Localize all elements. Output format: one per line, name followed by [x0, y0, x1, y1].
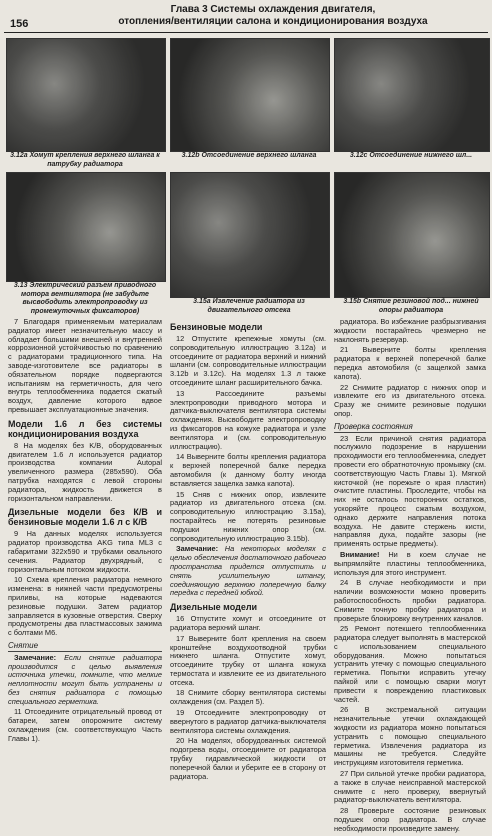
- paragraph-16: 16 Отпустите хомут и отсоедините от радиатора верхний шланг.: [170, 614, 326, 632]
- paragraph-14: 14 Выверните болты крепления радиатора к верхней поперечной балке передка автомобиля (к данному болту иногда вставляется защелка замка капота).: [170, 452, 326, 488]
- note-1-text: Если снятие радиатора производится с целью выявления источника утечки, помните, что мелкие неплотности могут быть устранены и без снятия радиатора с помощью специального герметика.: [8, 652, 162, 706]
- paragraph-27: 27 При сильной утечке пробки радиатора, а также в случае неисправной мастерской снимите с него проверку, ввернутый радиатор-выключатель вентилятора.: [334, 769, 486, 805]
- paragraph-17: 17 Выверните болт крепления на своем кронштейне воздухоотводной трубки нижнего шланга. Отпустите хомут, отсоедините трубку от шланга кожуха термостата и извлеките ее из двигательного отсека.: [170, 633, 326, 687]
- paragraph-24: 24 В случае необходимости и при наличии возможности можно проверить работоспособность пробки радиатора. Снимите точную пробку радиатора и проверьте блокировку внутренних каналов.: [334, 578, 486, 623]
- paragraph-18: 18 Снимите сборку вентилятора системы охлаждения (см. Раздел 5).: [170, 688, 326, 707]
- paragraph-15: 15 Сняв с нижних опор, извлеките радиатор из двигательного отсека (см. сопроводительную иллюстрацию 3.15a), постарайтесь не потерять резиновые подушки нижних опор (см. сопроводительную иллюстрацию 3.15b).: [170, 489, 326, 543]
- paragraph-9: 9 На данных моделях используется радиатор производства AKG типа ML3 с габаритами 322x590 и трубками овального сечения. Радиатор двухрядный, с горизонтальным потоком жидкости.: [8, 529, 162, 574]
- heading-models-1-6: Модели 1.6 л без системы кондиционирования воздуха: [8, 418, 162, 439]
- note-1-label: Замечание:: [14, 652, 57, 662]
- note-2-text: На некоторых моделях с целью обеспечения достаточного рабочего пространства придется отпустить и снять усилительную штангу, соединяющую верхнюю поперечную балку передка с передней юбкой.: [170, 544, 326, 598]
- heading-inspection: Проверка состояния: [334, 423, 486, 433]
- heading-diesel-models-2: Дизельные модели: [170, 602, 258, 613]
- text-column-3: [334, 318, 486, 836]
- heading-petrol-models: Бензиновые модели: [170, 322, 263, 332]
- paragraph-7: 7 Благодаря применяемым материалам радиатор имеет незначительную массу и обладает большими внешней и внутренней коррозионной устойчивостью по сравнению с радиаторами традиционного типа. На заводе-изготовителе все радиаторы в обязательном порядке подвергаются испытаниям на герметичность, для чего внутрь теплообменника подается сжатый воздух, давление которого вдвое превышает эксплуатационные значения.: [8, 317, 162, 414]
- heading-removal: Снятие: [8, 642, 162, 652]
- photo-3-15b: [334, 172, 490, 298]
- paragraph-25: 25 Ремонт потекшего теплообменника радиатора следует выполнять в мастерской с использованием специального оборудования. Можно попытаться устранить утечку с помощью специального герметика. Попытки исправить утечку пайкой или с помощью сварки могут привести к повреждению пластиковых частей.: [334, 624, 486, 704]
- paragraph-26: 26 В экстремальной ситуации незначительные утечки охлаждающей жидкости из радиатора можно попытаться устранить с помощью специального герметика. Извлечения радиатора из машины не требуется. Следуйте инструкциям изготовителя герметика.: [334, 705, 486, 768]
- caption-3-15a: 3.15a Извлечение радиатора из двигательного отсека: [193, 298, 305, 314]
- paragraph-28: 28 Проверьте состояние резиновых подушек опор радиатора. В случае необходимости произведите замену.: [334, 806, 486, 833]
- paragraph-8: 8 На моделях без K/B, оборудованных двигателем 1.6 л используется радиатор производства компании Autopal увеличенного размера (285x590). Оба патрубка находятся с левой стороны радиатора, жидкость движется в горизонтальном направлении.: [8, 440, 162, 503]
- paragraph-23: 23 Если причиной снятия радиатора послужило подозрение в нарушении проходимости его теплообменника, следует провести его обратноточную промывку (см. соответствующую Часть Главы 1). Мягкой кисточкой (не порежьте о края пластин) очистите пластины. Проследите, чтобы на них не осталось посторонних остатков, ускоряйте процесс сжатым воздухом, однако держите направления потока воздуха. Не давите стержень кисти, направляя духа, подайте зазоры (не применять острые предметы).: [334, 433, 486, 549]
- photo-3-12c: [334, 38, 490, 152]
- text-column-1: [8, 318, 162, 746]
- paragraph-caution: [334, 551, 486, 577]
- chapter-title: [64, 4, 482, 28]
- paragraph-13: 13 Рассоедините разъемы электропроводки приводного мотора и датчика-выключателя вентилятора системы охлаждения. Высвободите электропроводку из фиксаторов на кожухе радиатора и узле вентилятора и (см. сопроводительную иллюстрацию).: [170, 388, 326, 451]
- note-1: [8, 654, 162, 707]
- paragraph-22: 22 Снимите радиатор с нижних опор и извлеките его из двигательного отсека. Сразу же снимите резиновые подушки опор.: [334, 382, 486, 418]
- paragraph-19: 19 Отсоедините электропроводку от ввернутого в радиатор датчика-выключателя вентилятора системы охлаждения.: [170, 708, 326, 735]
- caption-3-12a: 3.12а Хомут крепления верхнего шланга к патрубку радиатора: [10, 152, 160, 168]
- text-column-2: [170, 318, 326, 783]
- note-2-label: Замечание:: [176, 544, 219, 554]
- paragraph-11: 11 Отсоедините отрицательный провод от батареи, затем опорожните систему охлаждения (см. соответствующую Часть Главы 1).: [8, 707, 162, 743]
- paragraph-12: 12 Отпустите крепежные хомуты (см. сопроводительную иллюстрацию 3.12а) и отсоедините от радиатора верхний и нижний шланги (см. сопроводительные иллюстрации 3.12b и 3.12c). На моделях 1.3 л также отсоедините шланг расширительного бачка.: [170, 334, 326, 387]
- photo-3-12b: [170, 38, 330, 152]
- chapter-title-line1: Глава 3 Системы охлаждения двигателя,: [170, 4, 376, 15]
- page-number: 156: [10, 18, 29, 30]
- page-header: [4, 2, 488, 33]
- caution-text: Ни в коем случае не выпрямляйте пластины теплообменника, используя для этого инструмент.: [334, 549, 486, 577]
- caption-3-12c: 3.12c Отсоединение нижнего шл...: [349, 152, 473, 159]
- photo-3-12a: [6, 38, 166, 152]
- heading-diesel-models: Дизельные модели без К/В и бензиновые модели 1.6 л с К/В: [8, 507, 162, 528]
- paragraph-21: 21 Выверните болты крепления радиатора к верхней поперечной балке передка автомобиля (с защелкой замка капота).: [334, 345, 486, 381]
- chapter-title-line2: отопления/вентиляции салона и кондиционирования воздуха: [118, 16, 428, 27]
- photo-3-15a: [170, 172, 330, 298]
- note-2: [170, 545, 326, 598]
- paragraph-10: 10 Схема крепления радиатора немного изменена: в нижней части предусмотрены приливы, на которые надеваются резиновые подушки. Затем радиатор заправляется в кузовные отверстия. Сверху продусмотрены два пластмассовых зажима с болтами М6.: [8, 575, 162, 638]
- paragraph-continued: радиатора. Во избежание разбрызгивания жидкости постарайтесь чрезмерно не наклонять резервуар.: [334, 317, 486, 344]
- caption-3-15b: 3.15b Снятие резиновой под... нижней опоры радиатора: [343, 298, 479, 314]
- caption-3-12b: 3.12b Отсоединение верхнего шланга: [181, 152, 317, 159]
- caution-label: Внимание!: [340, 549, 380, 559]
- caption-3-13: 3.13 Электрический разъем приводного мотора вентилятора (не забудьте высвободить электропроводку из промежуточных фиксаторов): [13, 282, 157, 315]
- photo-3-13: [6, 172, 166, 282]
- paragraph-20: 20 На моделях, оборудованных системой подогрева воды, отсоедините от радиатора трубку гидравлической жидкости от поперечной балки и уберите ее в сторону от радиатора.: [170, 736, 326, 781]
